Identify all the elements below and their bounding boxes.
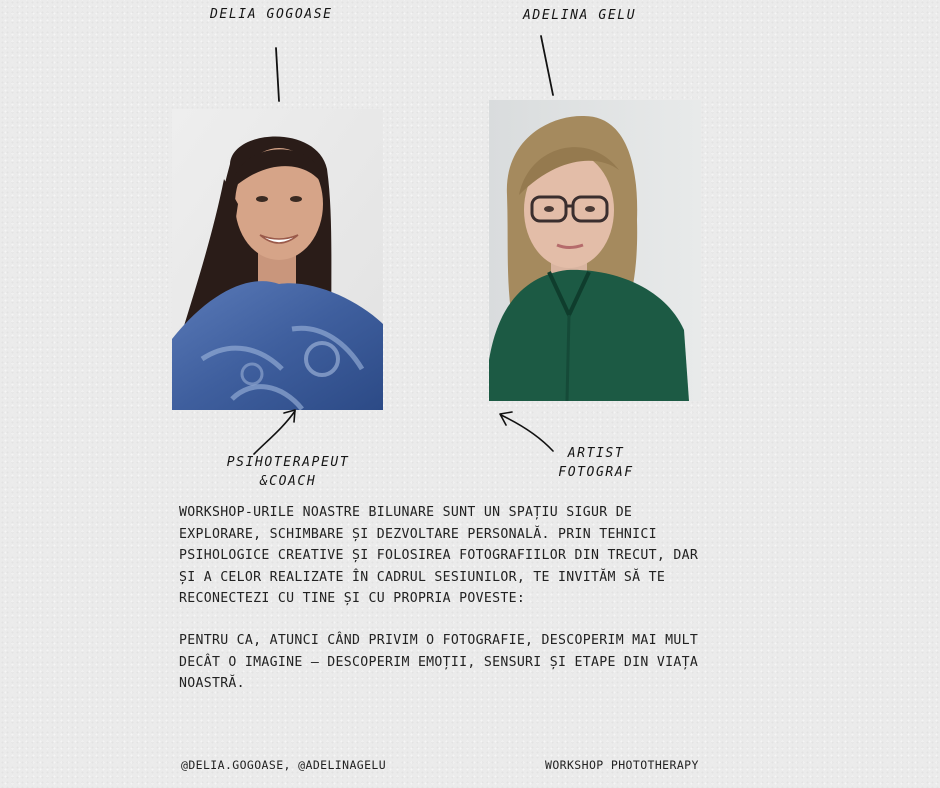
pointer-line-delia <box>276 48 279 101</box>
portrait-photo-adelina <box>489 100 701 401</box>
arrow-up-right-icon <box>254 410 295 454</box>
pointer-line-adelina <box>541 36 553 95</box>
role-line-artist: ARTIST <box>567 446 625 461</box>
role-line-psihoterapeut: PSIHOTERAPEUT <box>226 455 350 470</box>
workshop-title: WORKSHOP PHOTOTHERAPY <box>545 758 699 772</box>
name-label-adelina: ADELINA GELU <box>523 8 637 23</box>
intro-paragraph: WORKSHOP-URILE NOASTRE BILUNARE SUNT UN SPAȚIU SIGUR DE EXPLORARE, SCHIMBARE ȘI DEZVOLTARE PERSONALĂ. PRIN TEHNICI PSIHOLOGICE CREATIVE ȘI FOLOSIREA FOTOGRAFIILOR DIN TRECUT, DAR ȘI A CELOR REALIZATE ÎN CADRUL SESIUNILOR, TE INVITĂM SĂ TE RECONECTEZI CU TINE ȘI CU PROPRIA POVESTE: <box>179 505 699 606</box>
portrait-photo-delia <box>172 109 383 410</box>
name-label-delia: DELIA GOGOASE <box>210 7 333 22</box>
social-handles: @DELIA.GOGOASE, @ADELINAGELU <box>181 758 387 772</box>
role-caption-delia <box>218 453 358 491</box>
role-line-coach: &COACH <box>259 474 317 489</box>
closing-paragraph: PENTRU CA, ATUNCI CÂND PRIVIM O FOTOGRAFIE, DESCOPERIM MAI MULT DECÂT O IMAGINE – DESCOPERIM EMOȚII, SENSURI ȘI ETAPE DIN VIAȚA NOASTRĂ. <box>179 633 699 691</box>
role-line-fotograf: FOTOGRAF <box>558 465 634 480</box>
role-caption-adelina <box>546 444 646 482</box>
